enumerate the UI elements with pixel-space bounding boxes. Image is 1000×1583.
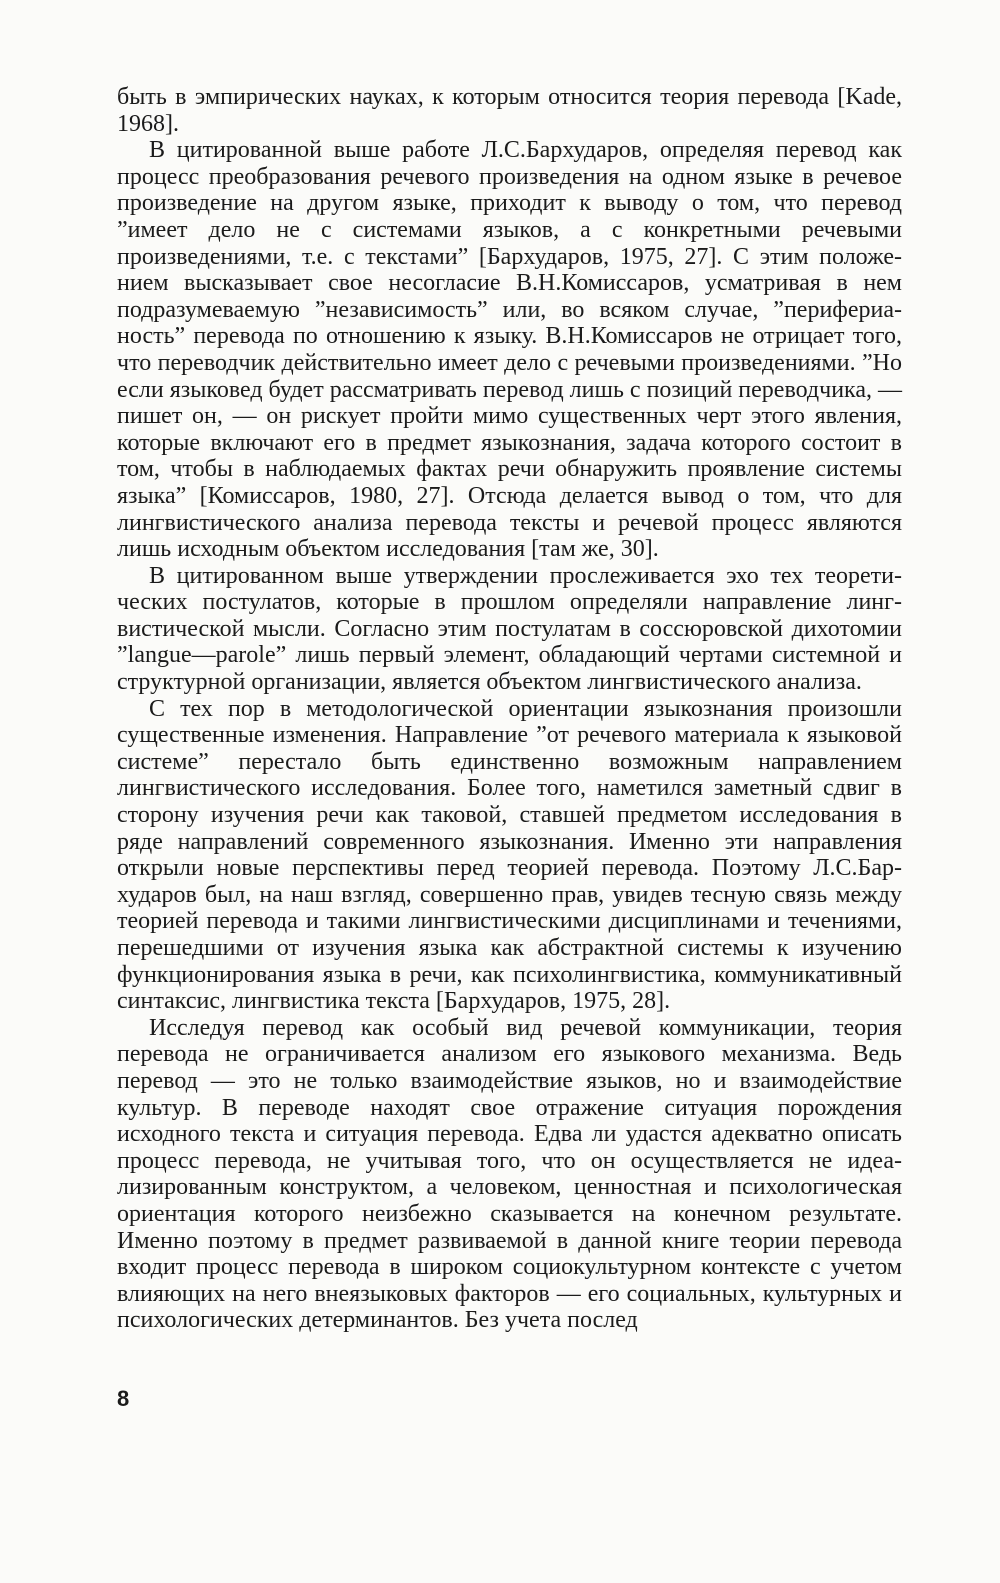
page-number: 8 — [117, 1386, 130, 1411]
paragraph-methodology: С тех пор в методологической ориентации языкознания произошли существенные изменения. Направление ”от речевого материала к языковой системе” перестало быть единственно возможным направлением лингвистического исследования. Более того, наметился заметный сдвиг в сторону изучения речи как таковой, ставшей предметом исследования в ряде направлений современного языкознания. Именно эти направления открыли новые перспективы перед теорией перевода. Поэтому Л.С.Бархударов был, на наш взгляд, совершенно прав, увидев тесную связь между теорией перевода и такими лингвистическими дисциплинами и течениями, перешедшими от изучения языка как абстрактной системы к изучению функционирования языка в речи, как психолингвистика, коммуникативный синтаксис, лингвистика текста [Бархударов, 1975, 28]. — [117, 695, 902, 1015]
paragraph-continuation: быть в эмпирических науках, к которым относится теория перевода [Kade, 1968]. — [117, 84, 902, 137]
paragraph-barkhudarov: В цитированной выше работе Л.С.Бархударов, определяя перевод как процесс преобразования речевого произведения на одном языке в речевое произведение на другом языке, приходит к выводу о том, что перевод ”имеет дело не с системами языков, а с конкретными речевыми произведениями, т.е. с текстами” [Бархударов, 1975, 27]. С этим положением высказывает свое несогласие В.Н.Комиссаров, усматривая в нем подразумеваемую ”независимость” или, во всяком случае, ”периферианость” перевода по отношению к языку. В.Н.Комиссаров не отрицает того, что переводчик действительно имеет дело с речевыми произведениями. ”Но если языковед будет рассматривать перевод лишь с позиций переводчика, — пишет он, — он рискует пройти мимо существенных черт этого явления, которые включают его в предмет языкознания, задача которого состоит в том, чтобы в наблюдаемых фактах речи обнаружить проявление системы языка” [Комиссаров, 1980, 27]. Отсюда делается вывод о том, что для лингвистического анализа перевода тексты и речевой процесс являются лишь исходным объектом исследования [там же, 30]. — [117, 137, 902, 563]
paragraph-communication: Исследуя перевод как особый вид речевой коммуникации, теория перевода не ограничивается анализом его языкового механизма. Ведь перевод — это не только взаимодействие языков, но и взаимодействие культур. В переводе находят свое отражение ситуация порождения исходного текста и ситуация перевода. Едва ли удастся адекватно описать процесс перевода, не учитывая того, что он осуществляется не идеализированным конструктом, а человеком, ценностная и психологическая ориентация которого неизбежно сказывается на конечном результате. Именно поэтому в предмет развиваемой в данной книге теории перевода входит процесс перевода в широком социокультурном контексте с учетом влияющих на него внеязыковых факторов — его социальных, культурных и психологических детерминантов. Без учета послед — [117, 1014, 902, 1334]
body-text — [117, 84, 902, 1334]
paragraph-postulates: В цитированном выше утверждении прослеживается эхо тех теоретических постулатов, которые в прошлом определяли направление лингвистической мысли. Согласно этим постулатам в соссюровской дихотомии ”langue—parole” лишь первый элемент, обладающий чертами системной и структурной организации, является объектом лингвистического анализа. — [117, 562, 902, 696]
